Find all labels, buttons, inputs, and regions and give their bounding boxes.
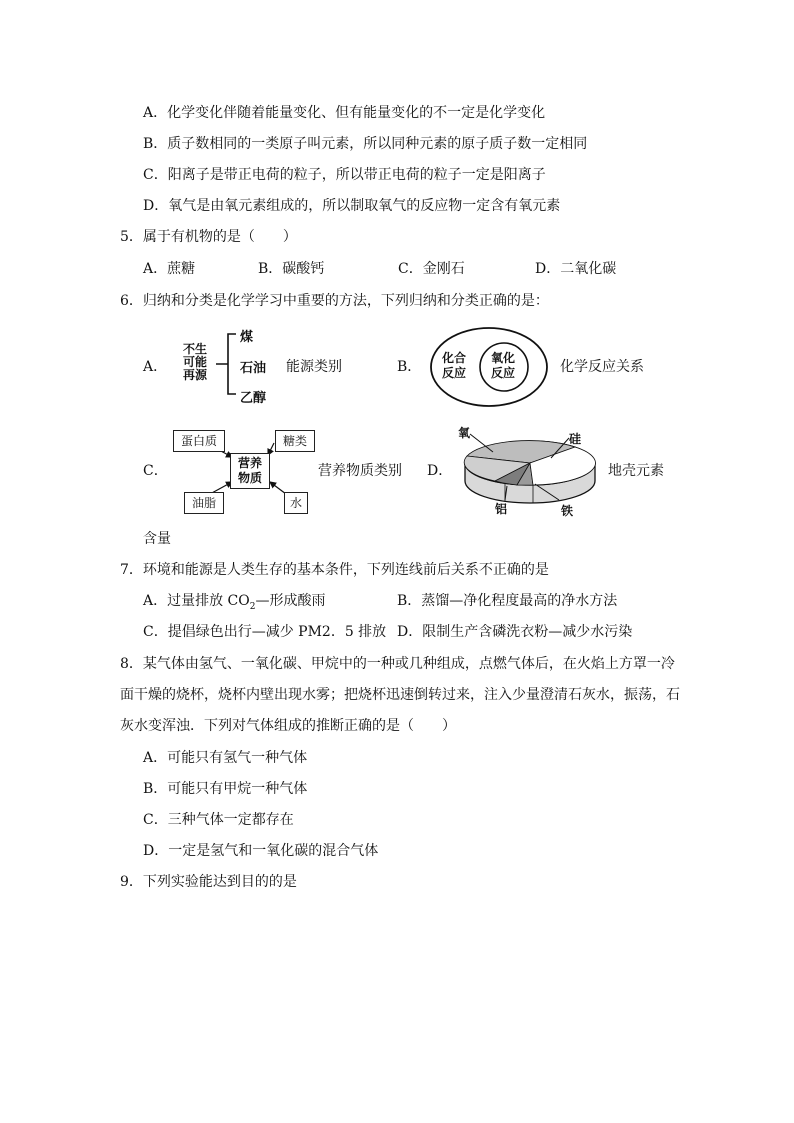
q7-a-subscript: 2 — [249, 601, 256, 612]
q6-option-c-label: C． — [143, 463, 168, 479]
q7-option-b: B．蒸馏—净化程度最高的净水方法 — [397, 593, 618, 609]
q7-a-text-post: —形成酸雨 — [255, 593, 326, 609]
q6-a-caption: 能源类别 — [286, 359, 342, 375]
q6-a-item-coal: 煤 — [240, 330, 254, 345]
q6-option-a-label: A． — [143, 359, 168, 375]
q6-c-box-water: 水 — [284, 492, 308, 514]
q8-option-c: C．三种气体一定都存在 — [143, 812, 294, 828]
q7-option-a — [143, 592, 325, 616]
q6-a-left-line2: 可能 — [182, 355, 207, 369]
q8-stem-line3: 灰水变浑浊．下列对气体组成的推断正确的是（ ） — [120, 718, 456, 734]
q4-option-a: A．化学变化伴随着能量变化、但有能量变化的不一定是化学变化 — [143, 105, 546, 121]
q6-c-center-line1: 营养 — [237, 456, 262, 470]
q6-d-caption: 地壳元素 — [608, 463, 664, 479]
q8-option-a: A．可能只有氢气一种气体 — [143, 750, 308, 766]
q6-stem: 6．归纳和分类是化学学习中重要的方法，下列归纳和分类正确的是： — [120, 293, 549, 309]
q6-d-label-aluminium: 铝 — [495, 502, 508, 516]
q7-option-d: D．限制生产含磷洗衣粉—减少水污染 — [397, 624, 633, 640]
q8-stem-line1: 8．某气体由氢气、一氧化碳、甲烷中的一种或几种组成，点燃气体后，在火焰上方罩一冷 — [120, 656, 675, 672]
q6-a-left-line1: 不生 — [182, 342, 207, 356]
q5-option-b: B．碳酸钙 — [258, 261, 325, 277]
q6-d-label-iron: 铁 — [561, 504, 574, 518]
q6-b-inner-line1: 氧化 — [491, 351, 516, 365]
q6-c-center-box — [230, 453, 270, 489]
q8-option-b: B．可能只有甲烷一种气体 — [143, 781, 308, 797]
q5-option-d: D．二氧化碳 — [535, 261, 617, 277]
q6-option-d-label: D． — [427, 463, 453, 479]
q6-option-b-label: B． — [397, 359, 422, 375]
q5-option-c: C．金刚石 — [398, 261, 465, 277]
q6-b-outer-line2: 反应 — [442, 366, 467, 380]
q4-option-b: B．质子数相同的一类原子叫元素，所以同种元素的原子质子数一定相同 — [143, 136, 588, 152]
q9-stem: 9．下列实验能达到目的的是 — [120, 874, 297, 890]
q6-a-left-line3: 再源 — [182, 368, 207, 382]
q6-b-caption: 化学反应关系 — [560, 359, 644, 375]
q6-b-outer-line1: 化合 — [442, 351, 467, 365]
q6-a-bracket — [208, 324, 242, 404]
q6-d-pie — [455, 420, 605, 520]
q6-a-item-ethanol: 乙醇 — [240, 391, 267, 406]
q8-option-d: D．一定是氢气和一氧化碳的混合气体 — [143, 843, 379, 859]
q5-stem: 5．属于有机物的是（ ） — [120, 229, 297, 245]
q4-option-c: C．阳离子是带正电荷的粒子，所以带正电荷的粒子一定是阳离子 — [143, 167, 546, 183]
q6-c-center-line2: 物质 — [237, 471, 262, 485]
q8-stem-line2: 面干燥的烧杯，烧杯内壁出现水雾；把烧杯迅速倒转过来，注入少量澄清石灰水，振荡，石 — [120, 687, 680, 703]
q6-c-box-protein: 蛋白质 — [173, 430, 225, 452]
q6-c-box-fat: 油脂 — [184, 492, 224, 514]
q7-option-c: C．提倡绿色出行—减少 PM2．5 排放 — [143, 624, 387, 640]
q6-d-caption-cont: 含量 — [143, 531, 171, 547]
q6-b-inner-line2: 反应 — [491, 366, 516, 380]
q6-c-caption: 营养物质类别 — [318, 463, 402, 479]
q7-a-text: A．过量排放 CO — [143, 593, 250, 609]
q6-c-box-sugar: 糖类 — [275, 430, 315, 452]
q6-a-item-oil: 石油 — [240, 361, 267, 376]
q6-d-label-oxygen: 氧 — [458, 426, 471, 440]
q4-option-d: D．氧气是由氧元素组成的，所以制取氧气的反应物一定含有氧元素 — [143, 198, 561, 214]
q7-stem: 7．环境和能源是人类生存的基本条件，下列连线前后关系不正确的是 — [120, 562, 549, 578]
q6-d-label-silicon: 硅 — [569, 432, 582, 446]
q5-option-a: A．蔗糖 — [143, 261, 196, 277]
